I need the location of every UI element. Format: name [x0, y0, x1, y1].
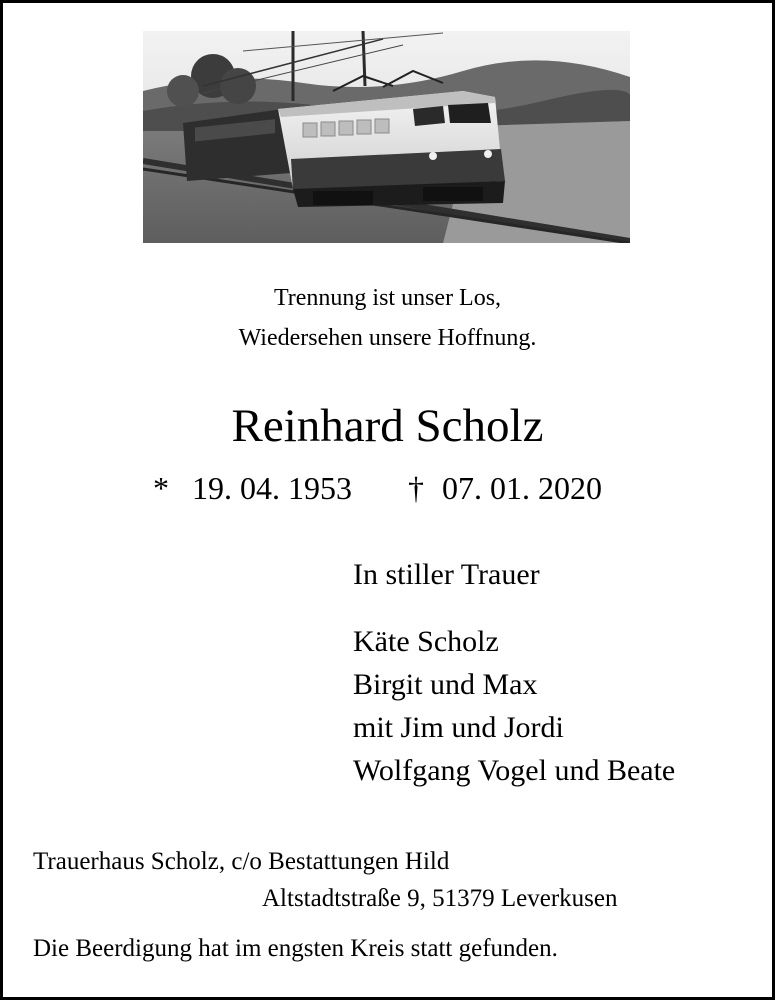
death-date: 07. 01. 2020 — [442, 470, 602, 506]
mourner-name: Birgit und Max — [353, 668, 538, 701]
birth-symbol: * — [153, 470, 169, 506]
address-line-1: Trauerhaus Scholz, c/o Bestattungen Hild — [33, 848, 450, 875]
mourner-name: mit Jim und Jordi — [353, 711, 564, 744]
quote-line-1: Trennung ist unser Los, — [273, 285, 502, 311]
mourning-heading: In stiller Trauer — [353, 558, 540, 591]
funeral-notice: Die Beerdigung hat im engsten Kreis statt gefunden. — [33, 935, 558, 962]
mourner-name: Käte Scholz — [353, 625, 499, 658]
deceased-name: Reinhard Scholz — [231, 400, 544, 452]
death-symbol: † — [408, 470, 424, 506]
address-line-2: Altstadtstraße 9, 51379 Leverkusen — [262, 885, 618, 912]
quote-line-2: Wiedersehen unsere Hoffnung. — [238, 325, 537, 351]
train-photo — [143, 31, 630, 243]
birth-date: 19. 04. 1953 — [192, 470, 352, 506]
mourner-name: Wolfgang Vogel und Beate — [353, 754, 676, 787]
